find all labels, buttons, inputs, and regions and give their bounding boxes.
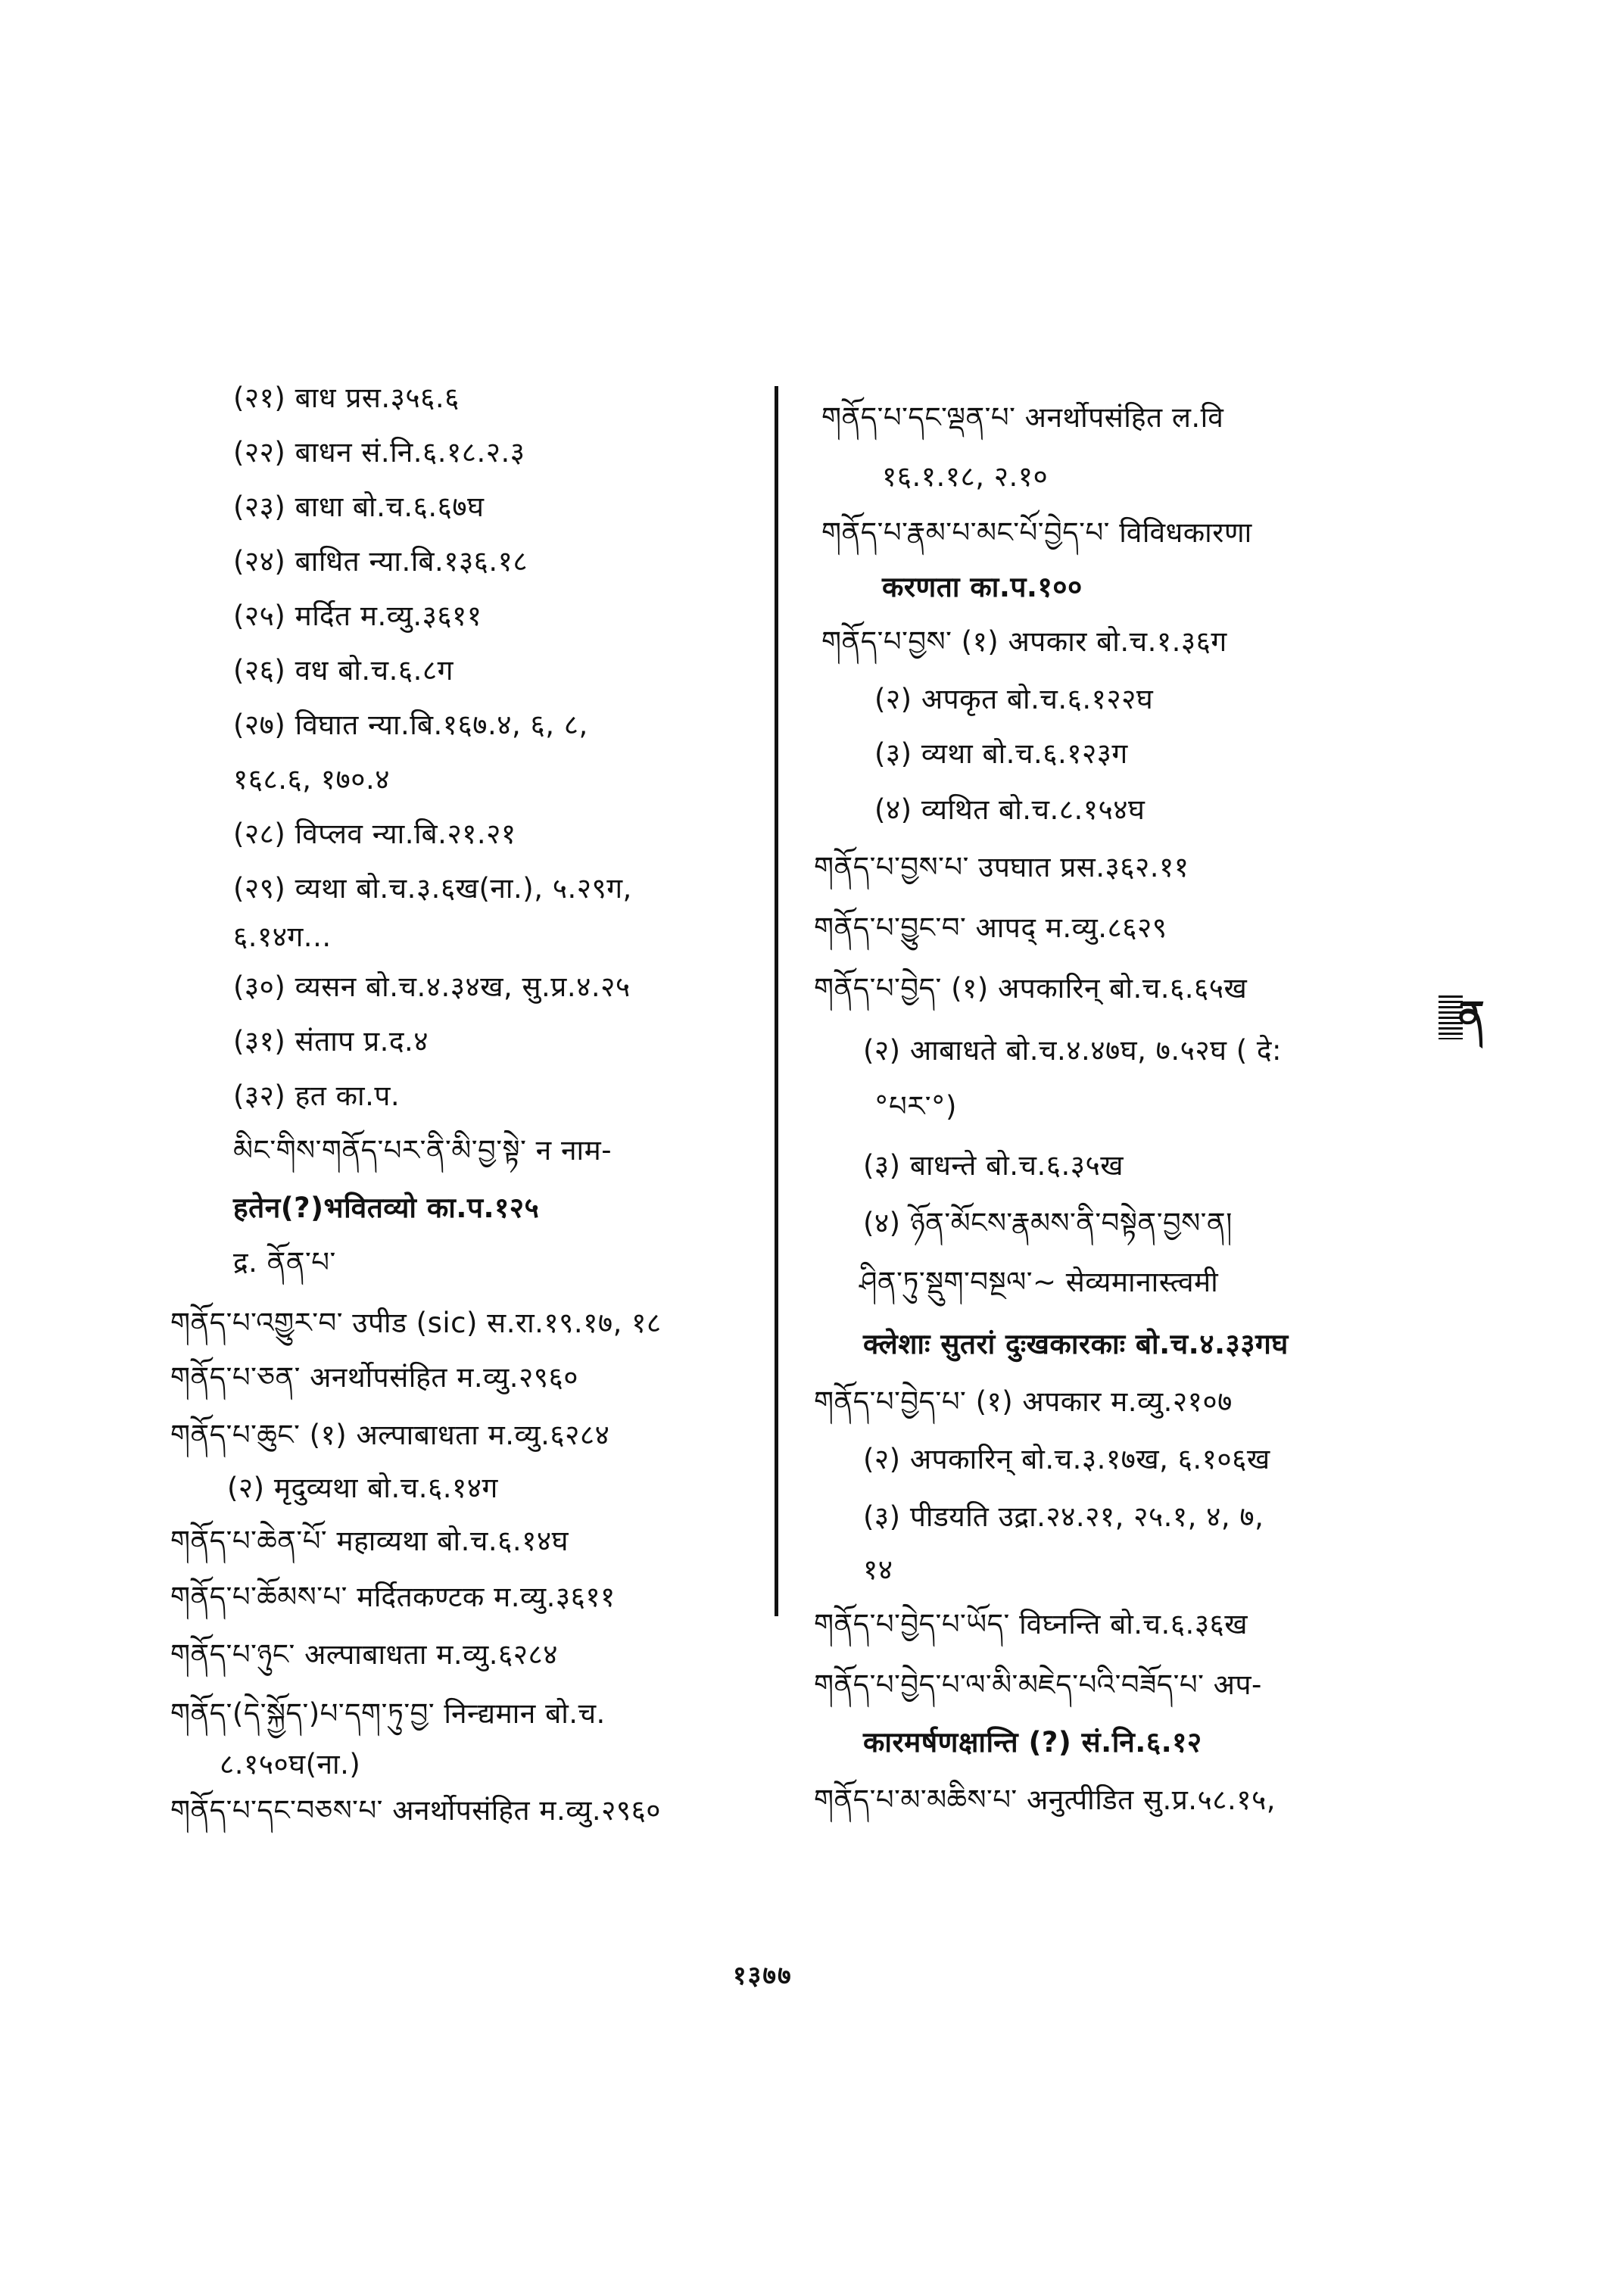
entry-line: གནོད་པ་བྱེད་པ་ཡོད་ विघ्नन्ति बो.च.६.३६ख (814, 1608, 1248, 1640)
entry-line: १६८.६, १७०.४ (233, 763, 390, 796)
entry-line: द्र. ནོན་པ་ (233, 1246, 336, 1279)
entry-line: གནོད་པ་རྣམ་པ་མང་པོ་བྱེད་པ་ विविधकारणा (821, 516, 1252, 549)
entry-line: གནོད་པ་བྱེད་པ་ (१) अपकार म.व्यु.२१०७ (814, 1385, 1233, 1418)
entry-line: གནོད་པ་ཆོམས་པ་ मर्दितकण्टक म.व्यु.३६११ (170, 1581, 616, 1613)
entry-line: ཤིན་ཏུ་སྡུག་བསྔལ་~ सेव्यमानास्त्वमी (859, 1266, 1219, 1298)
entry-line: གནོད་པ་བྱེད་ (१) अपकारिन् बो.च.६.६५ख (814, 972, 1248, 1005)
entry-line: °པར་°) (874, 1090, 957, 1123)
entry-line: (२७) विघात न्या.बि.१६७.४, ६, ८, (233, 709, 588, 741)
column-divider (775, 386, 778, 1616)
entry-line: (२४) बाधित न्या.बि.१३६.१८ (233, 545, 528, 578)
entry-line: (२९) व्यथा बो.च.३.६ख(ना.), ५.२९ग, (233, 872, 632, 905)
entry-line: གནོད་པ་འགྱུར་བ་ उपीड (sic) स.रा.१९.१७, १८ (170, 1307, 662, 1339)
entry-line: (३१) संताप प्र.द.४ (233, 1025, 429, 1058)
entry-line: གནོད་པ་དང་ལྡན་པ་ अनर्थोपसंहित ल.वि (821, 401, 1224, 434)
entry-line: གནོད་པ་ཆེན་པོ་ महाव्यथा बो.च.६.१४घ (170, 1525, 569, 1557)
entry-line: (२) आबाधते बो.च.४.४७घ, ७.५२घ ( दे: (863, 1034, 1283, 1067)
thumb-tab-letter: ན (1458, 993, 1485, 1039)
entry-line: (४) व्यथित बो.च.८.१५४घ (874, 793, 1146, 826)
entry-line: (२६) वध बो.च.६.८ग (233, 654, 454, 687)
entry-line: क्लेशाः सुतरां दुःखकारकाः बो.च.४.३३गघ (863, 1328, 1289, 1360)
entry-line: གནོད་པ་བྱས་ (१) अपकार बो.च.१.३६ग (821, 625, 1227, 658)
entry-line: (४) ཉོན་མོངས་རྣམས་ནི་བསྟེན་བྱས་ན། (863, 1207, 1233, 1239)
entry-line: हतेन(?)भवितव्यो का.प.१२५ (233, 1192, 540, 1224)
entry-line: གནོད་པ་དང་བཅས་པ་ अनर्थोपसंहित म.व्यु.२९६० (170, 1794, 662, 1827)
entry-line: १४ (863, 1553, 893, 1586)
entry-line: གནོད་པ་མ་མཆིས་པ་ अनुत्पीडित सु.प्र.५८.१५, (814, 1784, 1276, 1816)
entry-line: གནོད་པ་བྱེད་པ་ལ་མི་མཇེད་པའི་བཟོད་པ་ अप- (814, 1668, 1262, 1701)
entry-line: (३) बाधन्ते बो.च.६.३५ख (863, 1149, 1124, 1182)
entry-line: ६.१४ग... (233, 921, 332, 953)
entry-line: (२) मृदुव्यथा बो.च.६.१४ग (227, 1472, 498, 1504)
entry-line: (३) व्यथा बो.च.६.१२३ग (874, 737, 1128, 770)
entry-line: གནོད་པ་བྱུང་བ་ आपद् म.व्यु.८६२९ (814, 911, 1167, 944)
entry-line: གནོད་པ་ཅན་ अनर्थोपसंहित म.व्यु.२९६० (170, 1361, 579, 1394)
entry-line: (२) अपकारिन् बो.च.३.१७ख, ६.१०६ख (863, 1443, 1270, 1475)
entry-line: करणता का.प.१०० (882, 571, 1083, 603)
entry-line: ८.१५०घ(ना.) (220, 1748, 361, 1781)
entry-line: མིང་གིས་གནོད་པར་ནི་མི་བྱ་སྟེ་ न नाम- (233, 1134, 613, 1167)
entry-line: (२) अपकृत बो.च.६.१२२घ (874, 683, 1154, 715)
entry-line: कारमर्षणक्षान्ति (?) सं.नि.६.१२ (863, 1726, 1202, 1759)
entry-line: གནོད་པ་ཆུང་ (१) अल्पाबाधता म.व्यु.६२८४ (170, 1419, 610, 1451)
section-thumb-tab (1439, 993, 1485, 1039)
entry-line: གནོད་(དེ་སྐྱོད་)པ་དག་ཏུ་བྱ་ निन्द्यमान बो.च. (170, 1697, 606, 1730)
page-number: १३७७ (733, 1961, 793, 1991)
entry-line: (२५) मर्दित म.व्यु.३६११ (233, 600, 482, 632)
entry-line: (२२) बाधन सं.नि.६.१८.२.३ (233, 436, 525, 469)
entry-line: (२३) बाधा बो.च.६.६७घ (233, 491, 485, 523)
entry-line: (३०) व्यसन बो.च.४.३४ख, सु.प्र.४.२५ (233, 970, 631, 1003)
entry-line: གནོད་པ་ཉུང་ अल्पाबाधता म.व्यु.६२८४ (170, 1638, 558, 1671)
entry-line: (३) पीडयति उद्रा.२४.२१, २५.१, ४, ७, (863, 1500, 1264, 1533)
entry-line: (२१) बाध प्रस.३५६.६ (233, 382, 460, 414)
entry-line: (३२) हत का.प. (233, 1080, 401, 1112)
entry-line: १६.१.१८, २.१० (882, 460, 1049, 493)
entry-line: (२८) विप्लव न्या.बि.२१.२१ (233, 818, 516, 850)
entry-line: གནོད་པ་བྱས་པ་ उपघात प्रस.३६२.११ (814, 851, 1189, 883)
